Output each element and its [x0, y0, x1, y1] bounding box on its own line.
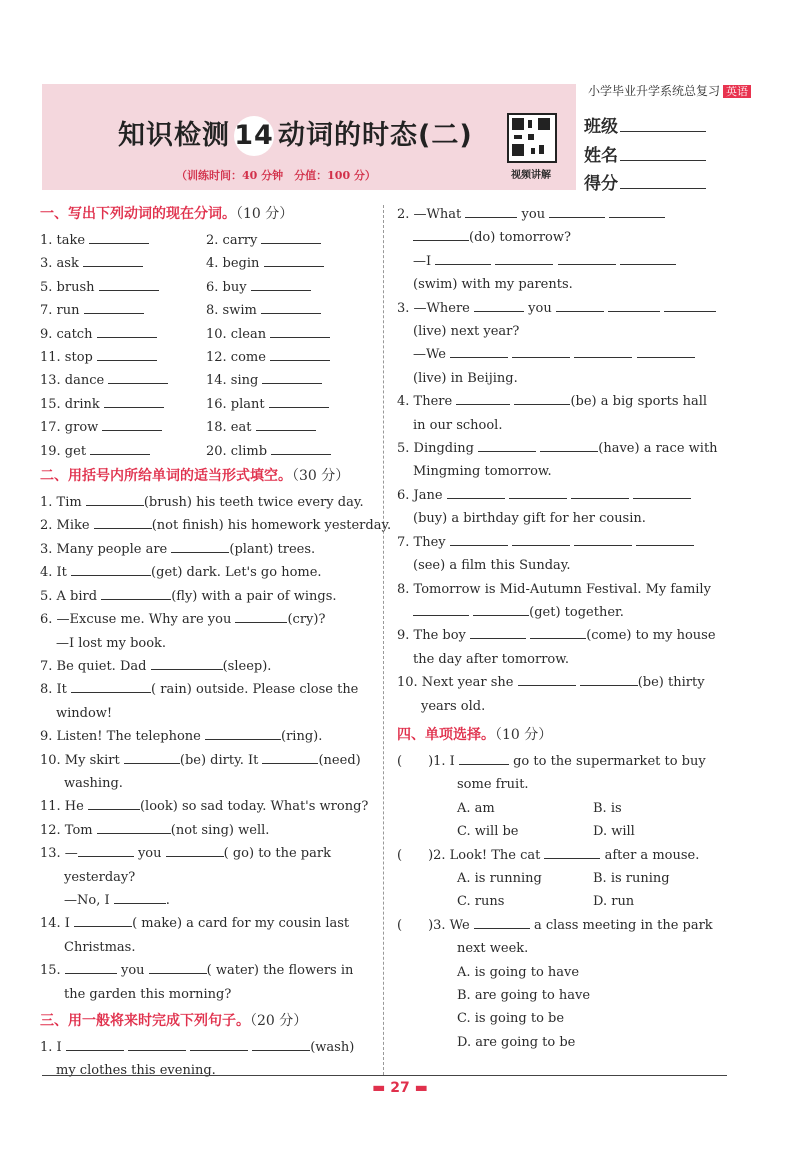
list-item: years old. — [421, 698, 486, 714]
list-item: window! — [56, 705, 113, 721]
list-item: washing. — [64, 775, 123, 791]
option-c[interactable]: C. will be — [457, 824, 519, 840]
list-item[interactable]: 7. They — [397, 531, 729, 554]
list-item: next week. — [457, 941, 529, 957]
option-b[interactable]: B. is runing — [593, 870, 670, 886]
section-2-items — [40, 491, 392, 1006]
section-1-items — [40, 229, 372, 463]
section-1-title: 一、写出下列动词的现在分词。（10 分） — [40, 206, 294, 222]
list-item[interactable]: 3. Many people are (plant) trees. — [40, 538, 372, 561]
list-item[interactable]: 6. buy — [206, 276, 372, 299]
name-field[interactable]: 姓名 — [584, 141, 706, 166]
list-item[interactable]: —I — [397, 250, 729, 273]
list-item[interactable]: 5. Dingding (have) a race with — [397, 437, 729, 460]
list-item: my clothes this evening. — [56, 1063, 216, 1079]
list-item: Mingming tomorrow. — [413, 464, 552, 480]
list-item: (live) in Beijing. — [413, 370, 518, 386]
qr-code-icon[interactable] — [507, 113, 557, 163]
list-item[interactable]: 13. — you ( go) to the park — [40, 842, 372, 865]
left-column — [40, 203, 392, 1083]
list-item: in our school. — [413, 417, 503, 433]
list-item[interactable]: 15. drink — [40, 393, 206, 416]
list-item[interactable]: —No, I . — [40, 889, 372, 912]
list-item[interactable]: (get) together. — [397, 601, 729, 624]
list-item[interactable]: 7. Be quiet. Dad (sleep). — [40, 655, 372, 678]
list-item: the garden this morning? — [64, 986, 232, 1002]
list-item[interactable]: 9. Listen! The telephone (ring). — [40, 725, 372, 748]
list-item: the day after tomorrow. — [413, 651, 569, 667]
page-title: 知识检测 14 动词的时态(二) — [118, 113, 473, 156]
list-item[interactable]: 16. plant — [206, 393, 372, 416]
series-label: 小学毕业升学系统总复习 英语 — [588, 82, 751, 99]
list-item: yesterday? — [64, 869, 136, 885]
list-item[interactable]: 4. There (be) a big sports hall — [397, 390, 729, 413]
option-d[interactable]: D. are going to be — [457, 1034, 576, 1050]
list-item: (buy) a birthday gift for her cousin. — [413, 511, 646, 527]
option-c[interactable]: C. is going to be — [457, 1011, 565, 1027]
list-item: —I lost my book. — [56, 635, 167, 651]
training-info: （训练时间：40 分钟 分值：100 分） — [176, 169, 376, 182]
list-item: Christmas. — [64, 939, 136, 955]
list-item[interactable]: 1. Tim (brush) his teeth twice every day. — [40, 491, 372, 514]
list-item[interactable]: 17. grow — [40, 416, 206, 439]
option-d[interactable]: D. run — [593, 894, 635, 910]
list-item[interactable]: 14. I ( make) a card for my cousin last — [40, 912, 372, 935]
list-item[interactable]: 20. climb — [206, 440, 372, 463]
list-item[interactable]: 7. run — [40, 299, 206, 322]
option-a[interactable]: A. is running — [457, 870, 542, 886]
list-item[interactable]: 1. take — [40, 229, 206, 252]
list-item[interactable]: —We — [397, 343, 729, 366]
option-b[interactable]: B. are going to have — [457, 988, 591, 1003]
list-item[interactable]: 6. Jane — [397, 484, 729, 507]
column-divider — [383, 205, 384, 1075]
list-item[interactable]: 12. Tom (not sing) well. — [40, 819, 372, 842]
score-field[interactable]: 得分 — [584, 169, 706, 194]
list-item[interactable]: 8. swim — [206, 299, 372, 322]
class-field[interactable]: 班级 — [584, 112, 706, 137]
list-item[interactable]: 10. clean — [206, 323, 372, 346]
list-item[interactable]: 2. carry — [206, 229, 372, 252]
option-b[interactable]: B. is — [593, 800, 622, 816]
list-item[interactable]: 3. —Where you — [397, 297, 729, 320]
list-item[interactable]: 4. It (get) dark. Let's go home. — [40, 561, 372, 584]
list-item[interactable]: 9. catch — [40, 323, 206, 346]
section-2-title: 二、用括号内所给单词的适当形式填空。（30 分） — [40, 468, 350, 485]
list-item[interactable]: 6. —Excuse me. Why are you (cry)? — [40, 608, 372, 631]
mcq-item[interactable]: ( )3. We a class meeting in the park — [397, 914, 729, 937]
bottom-rule — [42, 1075, 727, 1076]
option-d[interactable]: D. will — [593, 824, 635, 840]
list-item[interactable]: 12. come — [206, 346, 372, 369]
list-item[interactable]: 14. sing — [206, 369, 372, 392]
list-item: some fruit. — [457, 777, 529, 793]
list-item: 8. Tomorrow is Mid-Autumn Festival. My family — [397, 581, 711, 597]
list-item[interactable]: 3. ask — [40, 252, 206, 275]
mcq-item[interactable]: ( )1. I go to the supermarket to buy — [397, 750, 729, 773]
list-item[interactable]: 1. I (wash) — [40, 1036, 372, 1059]
subject-tag: 英语 — [723, 85, 751, 98]
list-item[interactable]: 9. The boy (come) to my house — [397, 624, 729, 647]
list-item[interactable]: 18. eat — [206, 416, 372, 439]
list-item[interactable]: 11. stop — [40, 346, 206, 369]
list-item: (see) a film this Sunday. — [413, 558, 571, 574]
list-item[interactable]: 13. dance — [40, 369, 206, 392]
list-item: (swim) with my parents. — [413, 277, 573, 293]
list-item[interactable]: 8. It ( rain) outside. Please close the — [40, 678, 372, 701]
title-number: 14 — [234, 116, 274, 156]
list-item[interactable]: 11. He (look) so sad today. What's wrong? — [40, 795, 372, 818]
list-item[interactable]: 4. begin — [206, 252, 372, 275]
option-c[interactable]: C. runs — [457, 894, 505, 910]
page-number: ▬ 27 ▬ — [372, 1080, 428, 1096]
list-item[interactable]: 5. brush — [40, 276, 206, 299]
mcq-item[interactable]: ( )2. Look! The cat after a mouse. — [397, 844, 729, 867]
list-item[interactable]: 2. Mike (not finish) his homework yesterday. — [40, 514, 372, 537]
list-item[interactable]: 10. My skirt (be) dirty. It (need) — [40, 749, 372, 772]
list-item[interactable]: 10. Next year she (be) thirty — [397, 671, 729, 694]
list-item[interactable]: (do) tomorrow? — [397, 226, 729, 249]
option-a[interactable]: A. am — [457, 800, 495, 816]
right-column — [397, 203, 729, 1054]
list-item[interactable]: 19. get — [40, 440, 206, 463]
section-4-title: 四、单项选择。（10 分） — [397, 726, 553, 743]
option-a[interactable]: A. is going to have — [457, 964, 580, 980]
list-item[interactable]: 15. you ( water) the flowers in — [40, 959, 372, 982]
list-item[interactable]: 5. A bird (fly) with a pair of wings. — [40, 585, 372, 608]
list-item[interactable]: 2. —What you — [397, 203, 729, 226]
list-item: (live) next year? — [413, 324, 520, 340]
qr-caption: 视频讲解 — [511, 170, 551, 181]
section-3-title: 三、用一般将来时完成下列句子。（20 分） — [40, 1013, 308, 1029]
